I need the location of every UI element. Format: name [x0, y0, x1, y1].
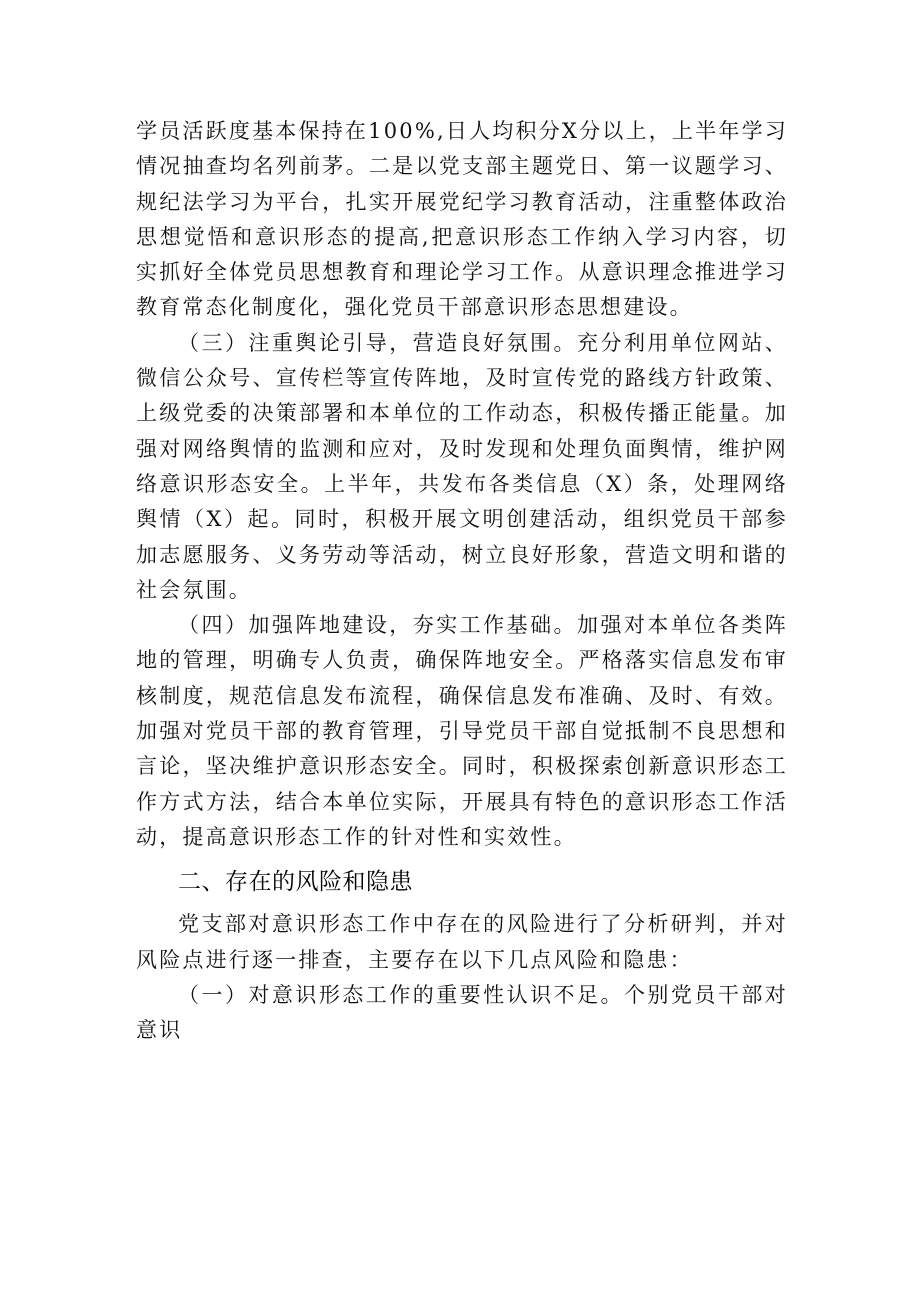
paragraph-risk-analysis: 党支部对意识形态工作中存在的风险进行了分析研判，并对风险点进行逐一排查，主要存在以下几点风险和隐患： [136, 912, 788, 972]
section-heading-risks: 二、存在的风险和隐患 [178, 869, 413, 896]
paragraph-continuation-study: 学员活跃度基本保持在100%,日人均积分X分以上，上半年学习情况抽查均名列前茅。二是以党支部主题党日、第一议题学习、规纪法学习为平台，扎实开展党纪学习教育活动，注重整体政治思想觉悟和意识形态的提高,把意识形态工作纳入学习内容，切实抓好全体党员思想教育和理论学习工作。从意识理念推进学习教育常态化制度化，强化党员干部意识形态思想建设。 [136, 119, 788, 320]
paragraph-public-opinion: （三）注重舆论引导，营造良好氛围。充分利用单位网站、微信公众号、宣传栏等宣传阵地，及时宣传党的路线方针政策、上级党委的决策部署和本单位的工作动态，积极传播正能量。加强对网络舆情的监测和应对，及时发现和处理负面舆情，维护网络意识形态安全。上半年，共发布各类信息（X）条，处理网络舆情（X）起。同时，积极开展文明创建活动，组织党员干部参加志愿服务、义务劳动等活动，树立良好形象，营造文明和谐的社会氛围。 [136, 330, 788, 602]
paragraph-position-building: （四）加强阵地建设，夯实工作基础。加强对本单位各类阵地的管理，明确专人负责，确保阵地安全。严格落实信息发布审核制度，规范信息发布流程，确保信息发布准确、及时、有效。加强对党员干部的教育管理，引导党员干部自觉抵制不良思想和言论，坚决维护意识形态安全。同时，积极探索创新意识形态工作方式方法，结合本单位实际，开展具有特色的意识形态工作活动，提高意识形态工作的针对性和实效性。 [136, 613, 788, 849]
document-body [136, 114, 788, 1048]
paragraph-risk-one: （一）对意识形态工作的重要性认识不足。个别党员干部对意识 [136, 982, 788, 1043]
